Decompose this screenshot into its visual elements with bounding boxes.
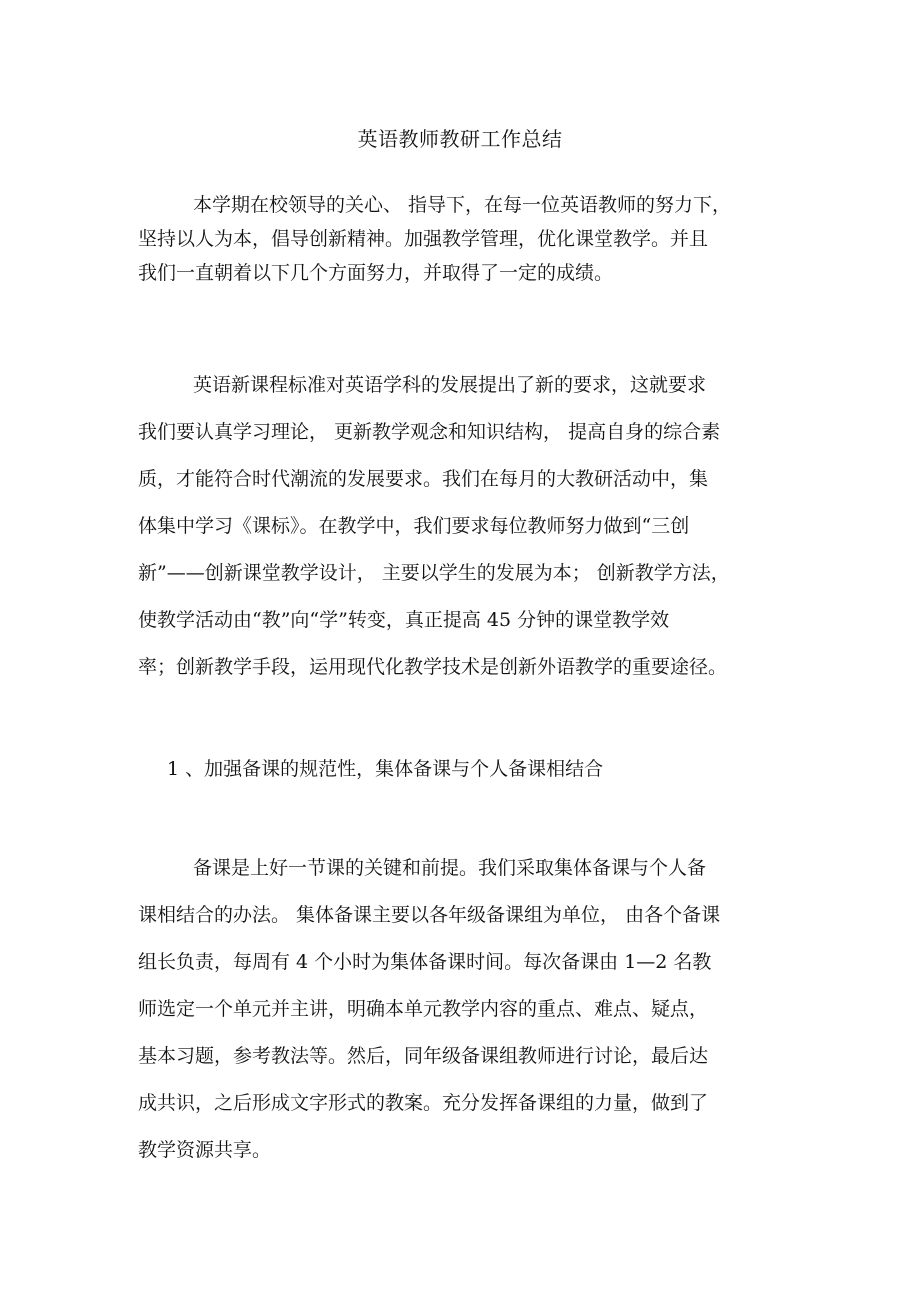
paragraph-line: 英语新课程标准对英语学科的发展提出了新的要求，这就要求 <box>193 374 707 396</box>
paragraph-line: 新”——创新课堂教学设计， 主要以学生的发展为本； 创新教学方法， <box>138 562 730 584</box>
paragraph-line: 本学期在校领导的关心、 指导下，在每一位英语教师的努力下， <box>193 194 732 216</box>
paragraph-line: 教学资源共享。 <box>138 1139 272 1161</box>
paragraph-line: 备课是上好一节课的关键和前提。我们采取集体备课与个人备 <box>193 857 707 879</box>
paragraph-line: 基本习题，参考教法等。然后，同年级备课组教师进行讨论，最后达 <box>138 1045 709 1067</box>
paragraph-line: 使教学活动由“教”向“学”转变，真正提高 45 分钟的课堂教学效 <box>138 609 670 631</box>
paragraph-line: 坚持以人为本，倡导创新精神。加强教学管理，优化课堂教学。并且 <box>138 228 709 250</box>
document-title: 英语教师教研工作总结 <box>357 127 563 151</box>
paragraph-line: 我们要认真学习理论， 更新教学观念和知识结构， 提高自身的综合素 <box>138 421 721 443</box>
section-heading: 1 、加强备课的规范性，集体备课与个人备课相结合 <box>167 758 604 780</box>
paragraph-line: 我们一直朝着以下几个方面努力，并取得了一定的成绩。 <box>138 262 614 284</box>
lesson-prep-paragraph <box>138 845 778 1174</box>
paragraph-line: 师选定一个单元并主讲，明确本单元教学内容的重点、难点、疑点， <box>138 998 709 1020</box>
intro-paragraph <box>138 188 778 290</box>
paragraph-line: 成共识，之后形成文字形式的教案。充分发挥备课组的力量，做到了 <box>138 1092 709 1114</box>
paragraph-line: 体集中学习《课标》。在教学中，我们要求每位教师努力做到“三创 <box>138 515 690 537</box>
paragraph-line: 课相结合的办法。 集体备课主要以各年级备课组为单位， 由各个备课 <box>138 904 721 926</box>
paragraph-line: 质，才能符合时代潮流的发展要求。我们在每月的大教研活动中，集 <box>138 468 709 490</box>
paragraph-line: 率；创新教学手段，运用现代化教学技术是创新外语教学的重要途径。 <box>138 656 728 678</box>
curriculum-paragraph <box>138 362 778 691</box>
paragraph-line: 组长负责，每周有 4 个小时为集体备课时间。每次备课由 1—2 名教 <box>138 951 712 973</box>
